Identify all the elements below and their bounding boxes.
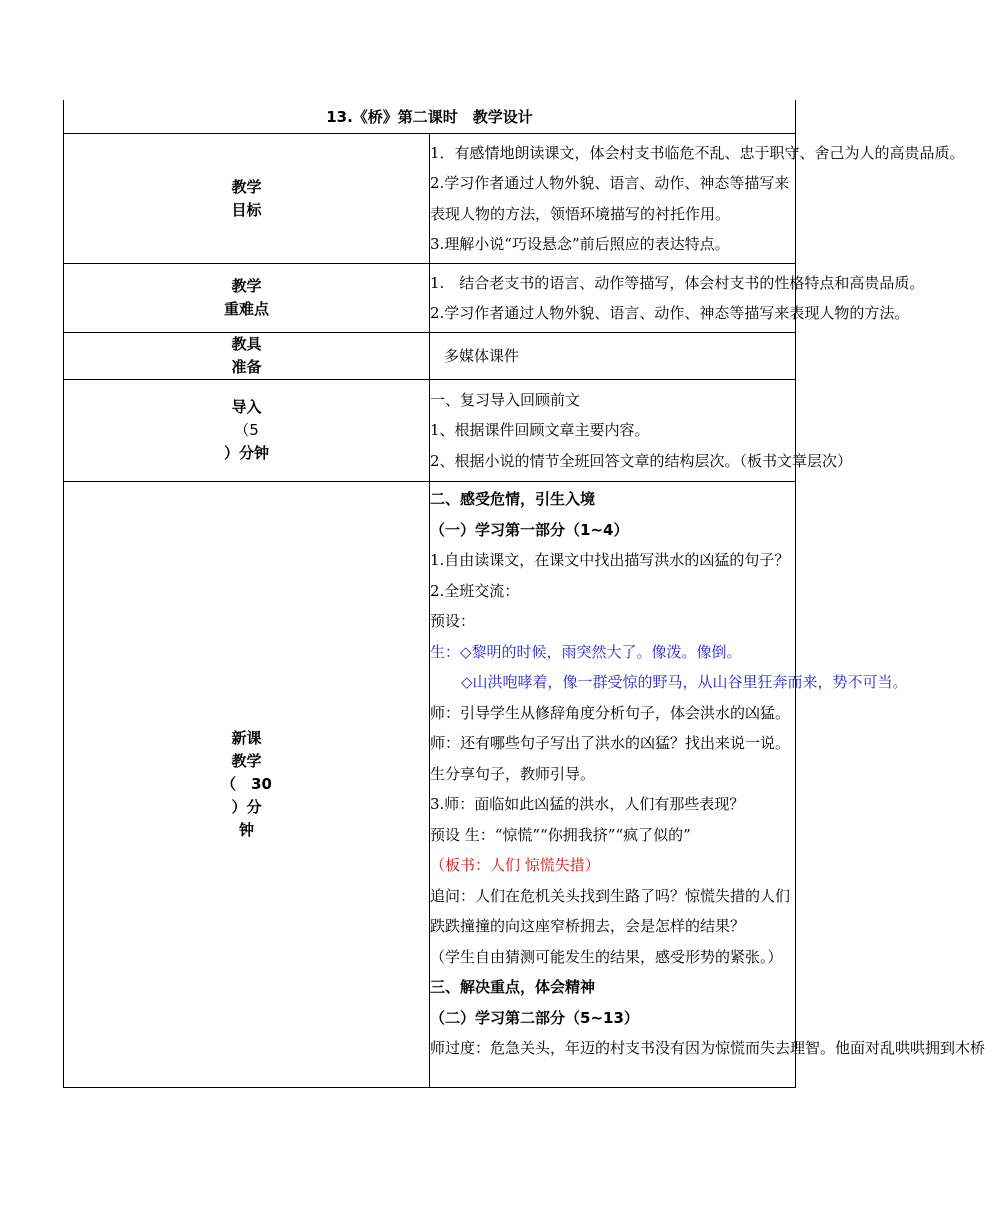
row-label-new-lesson: 新课 教学 （ 30 ）分 钟 [64,482,430,1088]
student-answer-1: 生：◇黎明的时候，雨突然大了。像泼。像倒。 [430,642,742,661]
lesson-line: 师：引导学生从修辞角度分析句子，体会洪水的凶猛。 [430,703,791,722]
lesson-line: 追问：人们在危机关头找到生路了吗？惊慌失措的人们跌跌撞撞的向这座窄桥拥去，会是怎样的结果？ [430,886,791,935]
intro-line-1: 一、复习导入回顾前文 [430,390,581,409]
lesson-line: 生分享句子，教师引导。 [430,764,596,783]
blackboard-note: （板书：人们 惊慌失措） [430,856,600,874]
lesson-line: 2.全班交流： [430,581,520,600]
key-points-content [430,264,925,333]
intro-line-2: 1、根据课件回顾文章主要内容。 [430,421,650,440]
key-point-2: 2.学习作者通过人物外貌、语言、动作、神态等描写来表现人物的方法。 [430,304,910,322]
subsection-2: （二）学习第二部分（5~13） [430,1008,639,1027]
lesson-line: 1.自由读课文，在课文中找出描写洪水的凶猛的句子？ [430,551,790,569]
goal-2: 2.学习作者通过人物外貌、语言、动作、神态等描写来表现人物的方法，领悟环境描写的衬托作用。 [430,174,790,223]
row-label-key-points: 教学 重难点 [64,264,430,333]
section-heading-3: 三、解决重点，体会精神 [430,978,596,996]
lesson-line: （学生自由猜测可能发生的结果，感受形势的紧张。） [430,947,783,966]
lesson-plan-table [63,100,985,1088]
subsection-1: （一）学习第一部分（1~4） [430,520,629,539]
intro-content [430,380,853,482]
goal-1: 1．有感情地朗读课文，体会村支书临危不乱、忠于职守、舍己为人的高贵品质。 [430,143,965,162]
lesson-line: 3.师：面临如此凶猛的洪水，人们有那些表现？ [430,795,745,813]
materials-text: 多媒体课件 [444,346,520,365]
materials-content [430,333,796,380]
section-heading-2: 二、感受危情，引生入境 [430,490,596,508]
student-answer-2: ◇山洪咆哮着，像一群受惊的野马，从山谷里狂奔而来，势不可当。 [461,673,908,691]
lesson-line: 师：还有哪些句子写出了洪水的凶猛？找出来说一说。 [430,734,791,752]
goal-3: 3.理解小说“巧设悬念”前后照应的表达特点。 [430,235,730,253]
row-label-goals: 教学 目标 [64,134,430,264]
key-point-1: 1. 结合老支书的语言、动作等描写，体会村支书的性格特点和高贵品质。 [430,273,925,292]
lesson-line: 预设： [430,612,476,630]
new-lesson-content [430,482,985,1088]
document-title: 13.《桥》第二课时 教学设计 [64,100,796,134]
goals-content [430,134,965,264]
row-label-intro: 导入 （5 ）分钟 [64,380,430,482]
lesson-line: 师过度：危急关头，年迈的村支书没有因为惊慌而失去理智。他面对乱哄哄拥到木桥 [430,1039,985,1057]
intro-line-3: 2、根据小说的情节全班回答文章的结构层次。（板书文章层次） [430,451,853,470]
lesson-line: 预设 生：“惊慌”“你拥我挤”“疯了似的” [430,825,691,844]
row-label-materials: 教具 准备 [64,333,430,380]
